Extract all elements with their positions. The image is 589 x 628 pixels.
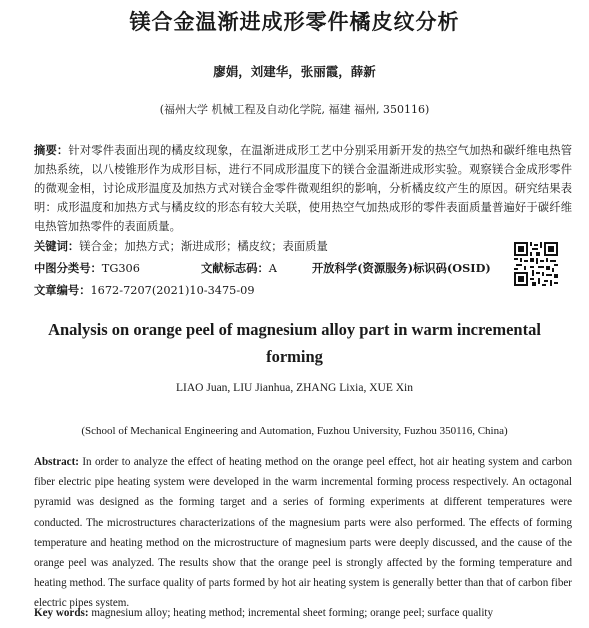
qr-code-icon[interactable] [514, 242, 558, 286]
chinese-abstract [34, 141, 572, 236]
english-keywords [34, 607, 574, 619]
english-authors: LIAO Juan, LIU Jianhua, ZHANG Lixia, XUE Xin [176, 382, 413, 394]
clc-value: TG306 [101, 262, 140, 275]
document-code [201, 260, 277, 276]
english-abstract-label: Abstract: [34, 456, 79, 468]
chinese-abstract-label: 摘要： [34, 143, 69, 157]
english-title: Analysis on orange peel of magnesium alloy part in warm incremental forming [48, 320, 541, 366]
doc-code-label: 文献标志码： [201, 261, 269, 275]
article-number-value: 1672-7207(2021)10-3475-09 [90, 284, 255, 297]
english-keywords-text: magnesium alloy; heating method; incremental sheet forming; orange peel; surface quality [91, 607, 494, 619]
english-abstract [34, 452, 572, 614]
chinese-keywords [34, 238, 504, 254]
chinese-authors: 廖娟，刘建华，张丽霞，薛新 [213, 64, 376, 79]
clc-label: 中图分类号： [34, 261, 102, 275]
english-keywords-label: Key words: [34, 607, 89, 619]
chinese-affiliation: (福州大学 机械工程及自动化学院, 福建 福州, 350116) [159, 103, 430, 116]
chinese-keywords-label: 关键词： [34, 239, 80, 253]
osid-label: 开放科学(资源服务)标识码(OSID) [312, 261, 491, 275]
article-number [34, 282, 255, 298]
clc-number [34, 260, 140, 276]
article-number-label: 文章编号： [34, 283, 91, 297]
chinese-abstract-text: 针对零件表面出现的橘皮纹现象，在温渐进成形工艺中分别采用新开发的热空气加热和碳纤维电热管加热系统，以八棱锥形作为成形目标，进行不同成形温度下的镁合金温渐进成形实验。观察镁合金成形零件的微观金相，讨论成形温度及加热方式对镁合金零件微观组织的影响，分析橘皮纹产生的原因。研究结果表明：成形温度和加热方式与橘皮纹的形态有较大关联，使用热空气加热成形的零件表面质量普遍好于碳纤维电热管加热零件的表面质量。 [34, 144, 572, 233]
english-affiliation: (School of Mechanical Engineering and Automation, Fuzhou University, Fuzhou 350116, China) [81, 425, 508, 437]
doc-code-value: A [268, 262, 277, 275]
chinese-title: 镁合金温渐进成形零件橘皮纹分析 [129, 9, 460, 34]
english-abstract-text: In order to analyze the effect of heating method on the orange peel effect, hot air heating system and carbon fiber electric pipe heating system were developed in the warm incremental forming process respectively. An octagonal pyramid was designed as the forming target and a series of forming experiments at different temperatures were conducted. The microstructures characterizations of the magnesium parts were also performed. The effects of forming temperature and heating method on the microstructure of magnesium parts were deeply discussed, and the cause of the orange peel was analyzed. The results show that the orange peel is strongly affected by the forming temperature and heating method. The surface quality of parts formed by hot air heating system is generally better than that of carbon fiber electric pipes system. [34, 456, 572, 610]
chinese-keywords-text: 镁合金；加热方式；渐进成形；橘皮纹；表面质量 [79, 240, 328, 253]
